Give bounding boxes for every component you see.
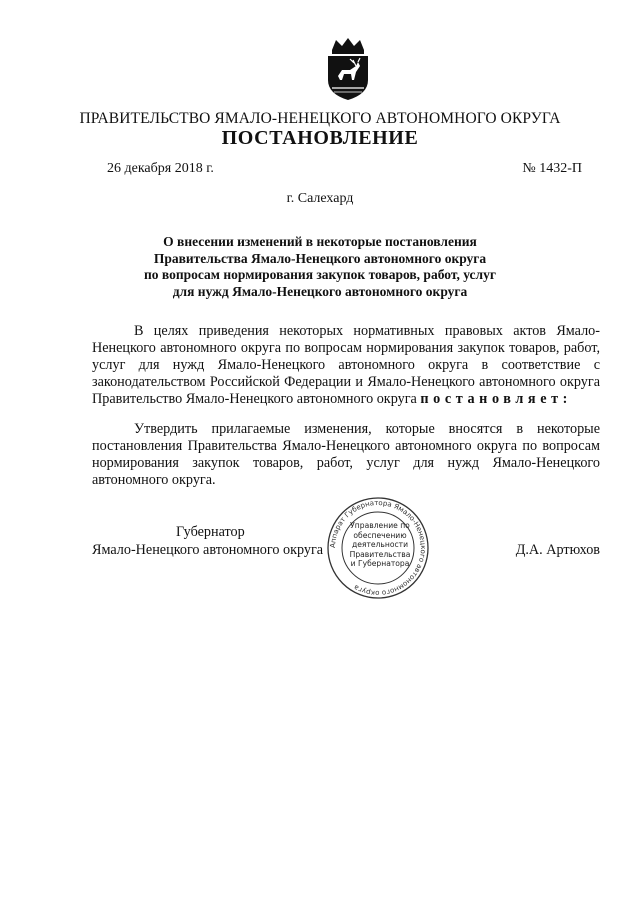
document-date: 26 декабря 2018 г.	[107, 161, 214, 176]
title-line: для нужд Ямало-Ненецкого автономного округа	[172, 283, 468, 299]
document-city: г. Салехард	[286, 191, 354, 206]
title-line: О внесении изменений в некоторые постановления	[163, 234, 477, 249]
document-type: ПОСТАНОВЛЕНИЕ	[221, 127, 419, 149]
document-number: № 1432-П	[522, 161, 582, 176]
stamp-line: Управление по	[350, 521, 410, 530]
stamp-center-text	[342, 521, 418, 569]
document-title	[80, 234, 560, 300]
government-name: ПРАВИТЕЛЬСТВО ЯМАЛО-НЕНЕЦКОГО АВТОНОМНОГО ОКРУГА	[79, 110, 561, 127]
decree-word: постановляет:	[420, 391, 572, 407]
stamp-line: обеспечению	[353, 530, 407, 540]
signature-title: Губернатор	[176, 524, 245, 540]
stamp-line: и Губернатора	[350, 559, 410, 569]
coat-of-arms-icon	[320, 36, 376, 102]
signer-name: Д.А. Артюхов	[515, 542, 600, 558]
paragraph-1-text: В целях приведения некоторых нормативных правовых актов Ямало-Ненецкого автономного округа по вопросам нормирования закупок товаров, работ, услуг для нужд Ямало-Ненецкого автономного округа в соответствие с законодательством Российской Федерации и Ямало-Ненецкого автономного округа Правительство Ямало-Ненецкого автономного округа	[92, 323, 600, 407]
stamp-ring-text: Аппарат Губернатора Ямало-Ненецкого автономного округа	[328, 498, 428, 598]
stamp-line: Правительства	[349, 549, 411, 559]
signature-region: Ямало-Ненецкого автономного округа	[92, 542, 324, 558]
stamp-line: деятельности	[351, 540, 409, 550]
title-line: Правительства Ямало-Ненецкого автономного округа	[153, 250, 487, 266]
title-line: по вопросам нормирования закупок товаров, работ, услуг	[144, 267, 496, 282]
body-paragraph-2: Утвердить прилагаемые изменения, которые вносятся в некоторые постановления Правительства Ямало-Ненецкого автономного округа по вопросам нормирования закупок товаров, работ, услуг для нужд Ямало-Ненецкого автономного округа.	[92, 421, 600, 488]
body-paragraph-1	[92, 323, 600, 408]
